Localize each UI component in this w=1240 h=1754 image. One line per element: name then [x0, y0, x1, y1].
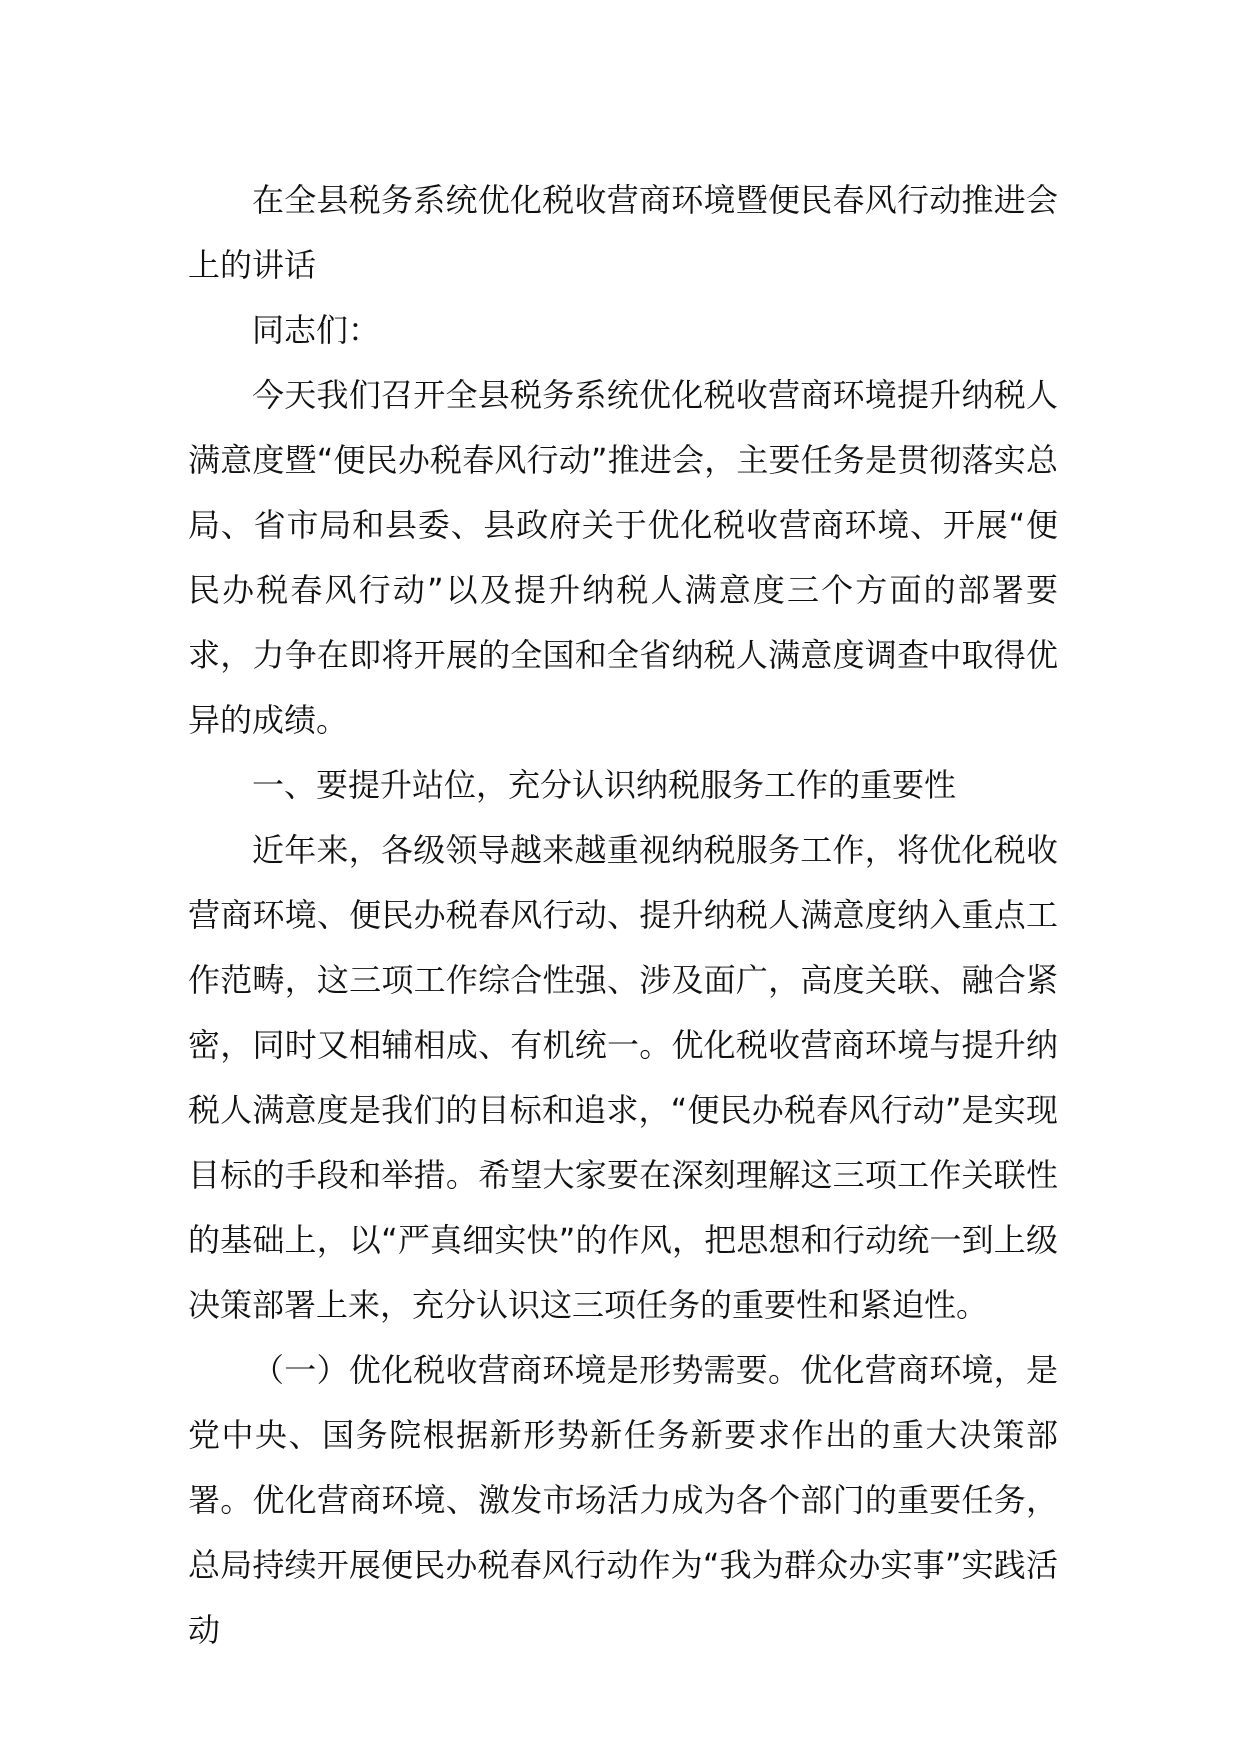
document-title: 在全县税务系统优化税收营商环境暨便民春风行动推进会上的讲话 — [188, 181, 1058, 284]
subsection-paragraph-1: （一）优化税收营商环境是形势需要。优化营商环境，是党中央、国务院根据新形势新任务新要求作出的重大决策部署。优化营商环境、激发市场活力成为各个部门的重要任务，总局持续开展便民办税春风行动作为“我为群众办实事”实践活动 — [188, 1351, 1058, 1649]
document-body — [188, 168, 1058, 1663]
body-paragraph: 近年来，各级领导越来越重视纳税服务工作，将优化税收营商环境、便民办税春风行动、提升纳税人满意度纳入重点工作范畴，这三项工作综合性强、涉及面广，高度关联、融合紧密，同时又相辅相成、有机统一。优化税收营商环境与提升纳税人满意度是我们的目标和追求，“便民办税春风行动”是实现目标的手段和举措。希望大家要在深刻理解这三项工作关联性的基础上，以“严真细实快”的作风，把思想和行动统一到上级决策部署上来，充分认识这三项任务的重要性和紧迫性。 — [188, 831, 1058, 1324]
section-heading-1: 一、要提升站位，充分认识纳税服务工作的重要性 — [252, 766, 957, 804]
salutation-paragraph: 同志们： — [252, 311, 381, 349]
intro-paragraph: 今天我们召开全县税务系统优化税收营商环境提升纳税人满意度暨“便民办税春风行动”推进会，主要任务是贯彻落实总局、省市局和县委、县政府关于优化税收营商环境、开展“便民办税春风行动”以及提升纳税人满意度三个方面的部署要求，力争在即将开展的全国和全省纳税人满意度调查中取得优异的成绩。 — [188, 376, 1058, 739]
